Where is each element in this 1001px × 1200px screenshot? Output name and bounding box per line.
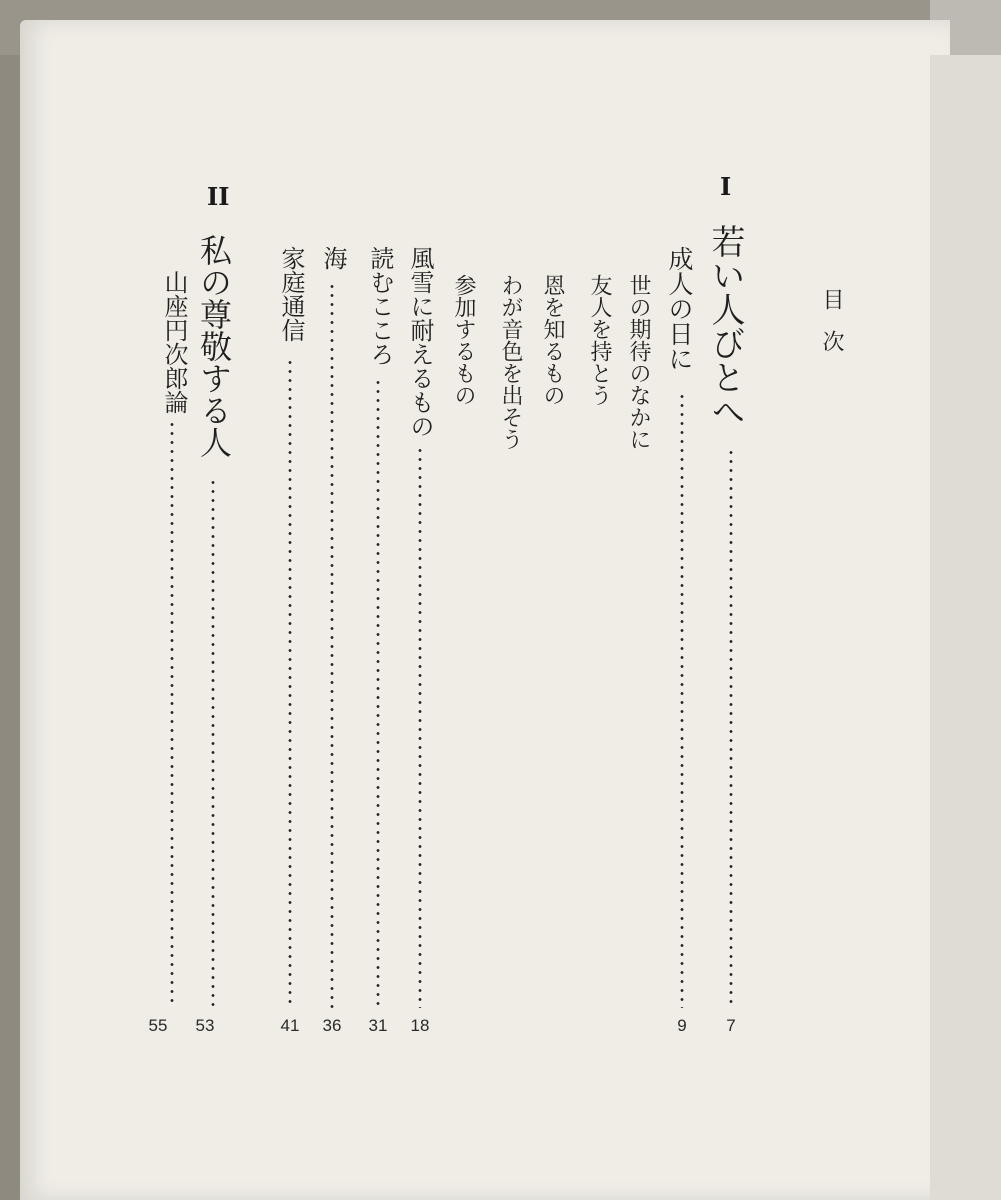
part2-heading-leader [211, 478, 215, 1008]
part1-heading: 若い人びとへ [705, 224, 745, 428]
toc-item-3-label: 海 [319, 246, 347, 270]
part2-numeral: II [207, 182, 230, 211]
part1-numeral: I [720, 172, 732, 201]
part2-chapter-page: 55 [148, 1016, 168, 1035]
part1-heading-page: 7 [726, 1016, 736, 1035]
toc-item-1-leader [418, 446, 422, 1008]
toc-title: 目次 [819, 288, 844, 372]
part2-chapter-leader [170, 420, 174, 1008]
toc-item-2-label: 読むこころ [366, 246, 394, 366]
part1-subitem-5: 参加するもの [451, 274, 476, 406]
part2-heading-page: 53 [195, 1016, 215, 1035]
toc-item-1-page: 18 [410, 1016, 430, 1035]
toc-item-1-label: 風雪に耐えるもの [406, 246, 434, 438]
toc-item-3-page: 36 [322, 1016, 342, 1035]
facing-page-edge [930, 55, 1001, 1200]
toc-item-4-label: 家庭通信 [277, 246, 305, 342]
part1-subitem-4: わが音色を出そう [498, 274, 523, 450]
part2-heading: 私の尊敬する人 [195, 234, 233, 458]
part1-heading-leader [729, 448, 733, 1008]
toc-item-4-page: 41 [280, 1016, 300, 1035]
toc-item-4-leader [288, 358, 292, 1008]
part2-chapter: 山座円次郎論 [160, 270, 188, 414]
part1-chapter-page: 9 [677, 1016, 687, 1035]
part1-subitem-3: 恩を知るもの [540, 274, 565, 406]
part1-chapter-leader [680, 392, 684, 1008]
toc-item-3-leader [330, 282, 334, 1008]
toc-item-2-page: 31 [368, 1016, 388, 1035]
part1-subitem-2: 友人を持とう [587, 274, 612, 406]
part1-chapter: 成人の日に [665, 246, 694, 371]
toc-item-2-leader [376, 378, 380, 1008]
part1-subitem-1: 世の期待のなかに [626, 274, 651, 450]
